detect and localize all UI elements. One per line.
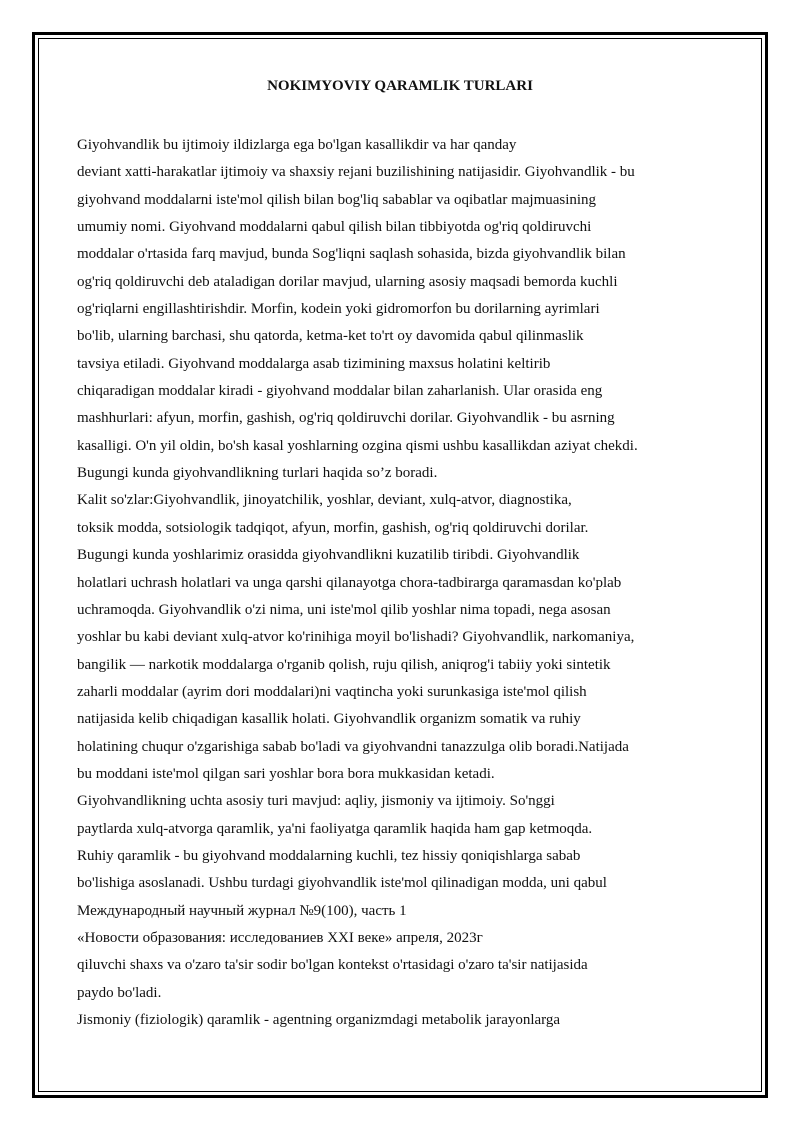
text-line: paydo bo'ladi. (77, 984, 162, 1001)
text-line: deviant xatti-harakatlar ijtimoiy va shaxsiy rejani buzilishining natijasidir. Giyohvandlik - bu (77, 164, 635, 181)
text-line: yoshlar bu kabi deviant xulq-atvor ko'rinihiga moyil bo'lishadi? Giyohvandlik, narkomaniya, (77, 629, 635, 646)
text-line: umumiy nomi. Giyohvand moddalarni qabul qilish bilan tibbiyotda og'riq qoldiruvchi (77, 219, 592, 236)
text-line: chiqaradigan moddalar kiradi - giyohvand moddalar bilan zaharlanish. Ular orasida eng (77, 383, 603, 400)
text-line: Giyohvandlik bu ijtimoiy ildizlarga ega bo'lgan kasallikdir va har qanday (77, 137, 517, 153)
keywords-line: Kalit so'zlar:Giyohvandlik, jinoyatchilik, yoshlar, deviant, xulq-atvor, diagnostika, (77, 492, 572, 509)
journal-info-line: Международный научный журнал №9(100), часть 1 (77, 902, 407, 919)
text-line: bo'lishiga asoslanadi. Ushbu turdagi giyohvandlik iste'mol qilinadigan modda, uni qabul (77, 875, 607, 892)
text-line: tavsiya etiladi. Giyohvand moddalarga asab tizimining maxsus holatini keltirib (77, 355, 551, 372)
keywords-line: toksik modda, sotsiologik tadqiqot, afyun, morfin, gashish, og'riq qoldiruvchi dorilar. (77, 519, 589, 536)
text-line: Giyohvandlikning uchta asosiy turi mavjud: aqliy, jismoniy va ijtimoiy. So'nggi (77, 793, 555, 810)
text-line: natijasida kelib chiqadigan kasallik holati. Giyohvandlik organizm somatik va ruhiy (77, 711, 581, 728)
document-title: NOKIMYOVIY QARAMLIK TURLARI (267, 78, 533, 94)
text-line: uchramoqda. Giyohvandlik o'zi nima, uni iste'mol qilib yoshlar nima topadi, nega asosan (77, 601, 611, 618)
document-body (77, 132, 697, 1034)
journal-info-line: «Новости образования: исследованиев XXI веке» апреля, 2023г (77, 929, 483, 946)
text-line: zaharli moddalar (ayrim dori moddalari)ni vaqtincha yoki surunkasiga iste'mol qilish (77, 683, 587, 700)
text-line: holatining chuqur o'zgarishiga sabab bo'ladi va giyohvandni tanazzulga olib boradi.Natijada (77, 738, 629, 755)
text-line: Ruhiy qaramlik - bu giyohvand moddalarning kuchli, tez hissiy qoniqishlarga sabab (77, 847, 581, 864)
text-line: og'riq qoldiruvchi deb ataladigan dorilar mavjud, ularning asosiy maqsadi bemorda kuchli (77, 273, 618, 290)
text-line: og'riqlarni engillashtirishdir. Morfin, kodein yoki gidromorfon bu dorilarning ayrimlari (77, 301, 600, 318)
text-line: mashhurlari: afyun, morfin, gashish, og'riq qoldiruvchi dorilar. Giyohvandlik - bu asrning (77, 410, 615, 427)
text-line: Jismoniy (fiziologik) qaramlik - agentning organizmdagi metabolik jarayonlarga (77, 1012, 561, 1028)
text-line: qiluvchi shaxs va o'zaro ta'sir sodir bo'lgan kontekst o'rtasidagi o'zaro ta'sir natijasida (77, 957, 588, 974)
text-line: giyohvand moddalarni iste'mol qilish bilan bog'liq sabablar va oqibatlar majmuasining (77, 191, 597, 208)
text-line: bu moddani iste'mol qilgan sari yoshlar bora bora mukkasidan ketadi. (77, 765, 495, 782)
text-line: kasalligi. O'n yil oldin, bo'sh kasal yoshlarning ozgina qismi ushbu kasallikdan aziyat chekdi. (77, 437, 638, 454)
text-line: paytlarda xulq-atvorga qaramlik, ya'ni faoliyatga qaramlik haqida ham gap ketmoqda. (77, 820, 593, 837)
text-line: bangilik — narkotik moddalarga o'rganib qolish, ruju qilish, aniqrog'i tabiiy yoki sintetik (77, 656, 611, 673)
text-line: Bugungi kunda giyohvandlikning turlari haqida so’z boradi. (77, 465, 438, 482)
text-line: Bugungi kunda yoshlarimiz orasidda giyohvandlikni kuzatilib tiribdi. Giyohvandlik (77, 547, 580, 564)
text-line: bo'lib, ularning barchasi, shu qatorda, ketma-ket to'rt oy davomida qabul qilinmaslik (77, 328, 584, 345)
text-line: moddalar o'rtasida farq mavjud, bunda Sog'liqni saqlash sohasida, bizda giyohvandlik bilan (77, 246, 626, 263)
text-line: holatlari uchrash holatlari va unga qarshi qilanayotga chora-tadbirarga qaramasdan ko'plab (77, 574, 622, 591)
